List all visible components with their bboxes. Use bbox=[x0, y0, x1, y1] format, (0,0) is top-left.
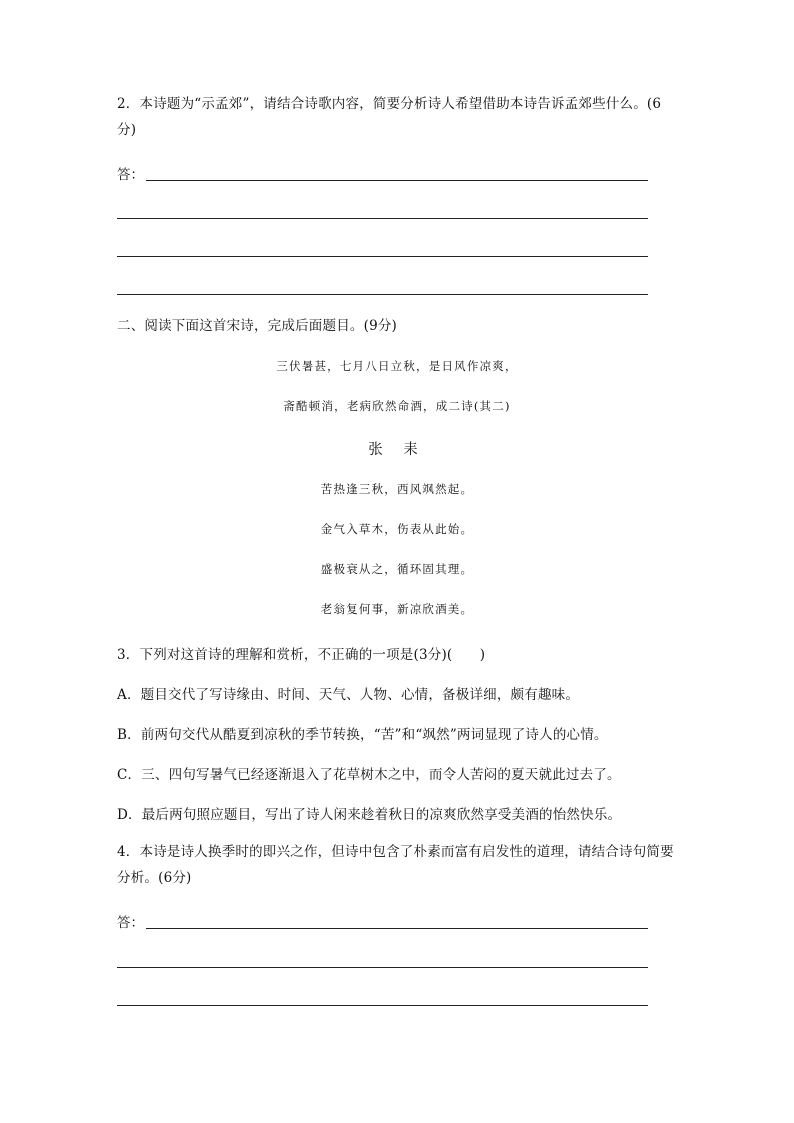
answer-line[interactable] bbox=[146, 928, 648, 929]
option-d[interactable]: D．最后两句照应题目，写出了诗人闲来趁着秋日的凉爽欣然享受美酒的怡然快乐。 bbox=[117, 807, 622, 823]
answer-line[interactable] bbox=[117, 256, 648, 257]
poem-line: 金气入草木，伤表从此始。 bbox=[320, 522, 474, 536]
poem-line: 盛极衰从之，循环固其理。 bbox=[320, 562, 474, 576]
answer-line[interactable] bbox=[117, 967, 648, 968]
answer-line[interactable] bbox=[117, 294, 648, 295]
option-b[interactable]: B．前两句交代从酷夏到凉秋的季节转换，“苦”和“飒然”两词显现了诗人的心情。 bbox=[117, 727, 608, 743]
poem-line: 苦热逢三秋，西风飒然起。 bbox=[320, 482, 474, 496]
poem-title-line-2: 斋酷顿消，老病欣然命酒，成二诗(其二) bbox=[283, 399, 511, 413]
poem-title-line-1: 三伏暑甚，七月八日立秋，是日风作凉爽， bbox=[276, 359, 518, 373]
answer-line[interactable] bbox=[117, 1005, 648, 1006]
option-c[interactable]: C．三、四句写暑气已经逐渐退入了花草树木之中，而令人苦闷的夏天就此过去了。 bbox=[117, 767, 621, 783]
section-2-heading: 二、阅读下面这首宋诗，完成后面题目。(9分) bbox=[117, 318, 398, 334]
question-2-answer-label: 答： bbox=[117, 167, 144, 183]
question-3-stem: 3．下列对这首诗的理解和赏析，不正确的一项是(3分)( ) bbox=[117, 647, 486, 663]
question-4-answer-label: 答： bbox=[117, 915, 144, 931]
option-a[interactable]: A．题目交代了写诗缘由、时间、天气、人物、心情，备极详细，颇有趣味。 bbox=[117, 687, 580, 703]
answer-line[interactable] bbox=[146, 180, 648, 181]
question-2-text: 2．本诗题为“示孟郊”，请结合诗歌内容，简要分析诗人希望借助本诗告诉孟郊些什么。(6分) bbox=[117, 96, 662, 138]
poem-author: 张 耒 bbox=[368, 442, 426, 458]
question-4-text: 4．本诗是诗人换季时的即兴之作，但诗中包含了朴素而富有启发性的道理，请结合诗句简要分析。(6分) bbox=[117, 844, 674, 886]
poem-line: 老翁复何事，新凉欣酒美。 bbox=[320, 602, 474, 616]
answer-line[interactable] bbox=[117, 218, 648, 219]
